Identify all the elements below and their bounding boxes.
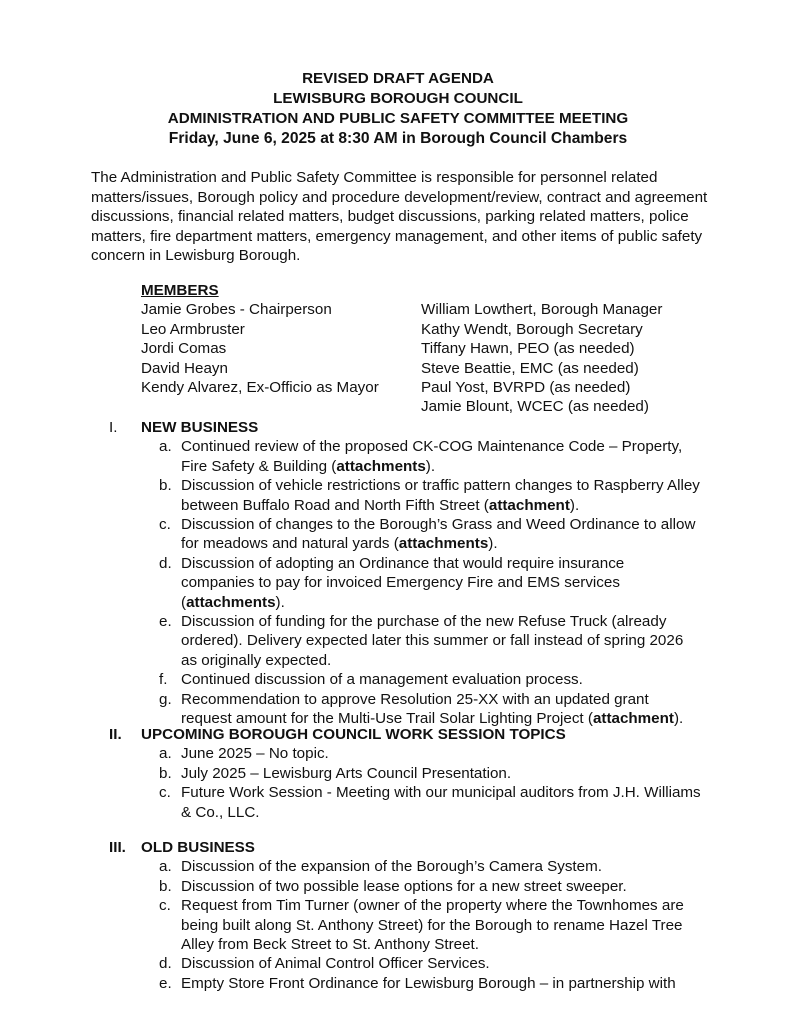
item-letter: b. [159, 764, 172, 782]
section-number: I. [109, 419, 118, 436]
item-text-line: July 2025 – Lewisburg Arts Council Presentation. [181, 764, 512, 782]
item-text-line: between Buffalo Road and North Fifth Street (attachment). [181, 496, 580, 514]
item-text-line: & Co., LLC. [181, 803, 260, 821]
agenda-item [159, 476, 729, 515]
item-text [181, 515, 721, 554]
agenda-item [159, 764, 729, 783]
member-name: Leo Armbruster [141, 320, 245, 338]
staff-name: Paul Yost, BVRPD (as needed) [421, 379, 631, 397]
staff-name: Kathy Wendt, Borough Secretary [421, 320, 643, 338]
item-text [181, 857, 721, 876]
item-text [181, 690, 721, 729]
header-line-3: ADMINISTRATION AND PUBLIC SAFETY COMMITTEE MEETING [167, 110, 629, 127]
item-text-line: request amount for the Multi-Use Trail Solar Lighting Project (attachment). [181, 710, 684, 728]
item-text-line: Discussion of Animal Control Officer Services. [181, 955, 490, 973]
section-new-business [109, 418, 729, 729]
item-letter: e. [159, 974, 172, 992]
item-text-line: Future Work Session - Meeting with our municipal auditors from J.H. Williams [181, 784, 701, 802]
item-text-line: Discussion of the expansion of the Borough’s Camera System. [181, 858, 602, 876]
agenda-item [159, 690, 729, 729]
item-text-line: Discussion of adopting an Ordinance that would require insurance [181, 554, 625, 572]
item-text-line: Continued review of the proposed CK-COG Maintenance Code – Property, [181, 438, 683, 456]
item-text [181, 764, 721, 783]
item-text-line: Discussion of vehicle restrictions or traffic pattern changes to Raspberry Alley [181, 477, 700, 495]
members-column-left [141, 300, 421, 416]
agenda-item-list [159, 437, 729, 728]
item-letter: c. [159, 784, 171, 802]
item-text-line: June 2025 – No topic. [181, 745, 329, 763]
agenda-item [159, 670, 729, 689]
attachment-label: attachments [186, 593, 276, 611]
section-heading [109, 418, 729, 437]
item-text-line: (attachments). [181, 593, 285, 611]
item-text [181, 670, 721, 689]
members-column-right [421, 300, 662, 416]
agenda-item [159, 612, 729, 670]
item-text-line: ordered). Delivery expected later this summer or fall instead of spring 2026 [181, 632, 684, 650]
member-name: Kendy Alvarez, Ex-Officio as Mayor [141, 379, 379, 397]
item-text [181, 954, 721, 973]
item-letter: c. [159, 516, 171, 534]
attachment-label: attachments [336, 457, 426, 475]
agenda-header [0, 69, 796, 149]
section-old-business [109, 838, 729, 993]
attachment-label: attachment [592, 710, 674, 728]
item-text-line: Continued discussion of a management evaluation process. [181, 671, 583, 689]
item-text-line: Empty Store Front Ordinance for Lewisburg Borough – in partnership with [181, 974, 676, 992]
agenda-item [159, 437, 729, 476]
staff-name: William Lowthert, Borough Manager [421, 301, 663, 319]
agenda-item [159, 877, 729, 896]
item-text-line: Discussion of changes to the Borough’s Grass and Weed Ordinance to allow [181, 516, 696, 534]
header-line-1: REVISED DRAFT AGENDA [302, 70, 494, 87]
item-text-line: being built along St. Anthony Street) for the Borough to rename Hazel Tree [181, 916, 683, 934]
agenda-item [159, 744, 729, 763]
item-letter: e. [159, 613, 172, 631]
attachment-label: attachments [398, 535, 489, 553]
staff-name: Jamie Blount, WCEC (as needed) [421, 398, 649, 416]
item-text-line: Alley from Beck Street to St. Anthony Street. [181, 936, 479, 954]
item-letter: a. [159, 858, 172, 876]
item-text-line: as originally expected. [181, 651, 332, 669]
staff-name: Tiffany Hawn, PEO (as needed) [421, 340, 635, 358]
members-block [141, 281, 741, 417]
item-letter: b. [159, 477, 172, 495]
item-letter: d. [159, 554, 172, 572]
member-name: Jamie Grobes - Chairperson [141, 301, 332, 319]
section-title: NEW BUSINESS [141, 419, 259, 436]
item-letter: a. [159, 438, 172, 456]
item-letter: d. [159, 955, 172, 973]
item-letter: b. [159, 877, 172, 895]
agenda-item [159, 896, 729, 954]
agenda-item [159, 783, 729, 822]
committee-description: The Administration and Public Safety Committee is responsible for personnel related matters/issues, Borough policy and procedure development/review, contract and agreement discussions, financial related matters, budget discussions, parking related matters, police matters, fire department matters, emergency management, and other items of public safety concern in Lewisburg Borough. [91, 169, 708, 265]
item-letter: g. [159, 690, 172, 708]
section-number: III. [109, 839, 126, 856]
item-letter: f. [159, 671, 168, 689]
item-text [181, 554, 721, 612]
section-heading [109, 725, 729, 744]
staff-name: Steve Beattie, EMC (as needed) [421, 359, 639, 377]
item-text [181, 783, 721, 822]
agenda-item [159, 554, 729, 612]
item-text [181, 476, 721, 515]
item-text-line: Discussion of two possible lease options for a new street sweeper. [181, 877, 627, 895]
item-text-line: Recommendation to approve Resolution 25-XX with an updated grant [181, 690, 649, 708]
section-work-session-topics [109, 725, 729, 822]
section-number: II. [109, 726, 122, 743]
item-text [181, 896, 721, 954]
item-text [181, 877, 721, 896]
section-title: OLD BUSINESS [141, 839, 255, 856]
members-heading: MEMBERS [141, 282, 219, 299]
item-text-line: for meadows and natural yards (attachments). [181, 535, 498, 553]
agenda-item-list [159, 744, 729, 822]
agenda-item-list [159, 857, 729, 993]
item-text [181, 437, 721, 476]
item-text-line: Discussion of funding for the purchase of the new Refuse Truck (already [181, 613, 667, 631]
meeting-date-line: Friday, June 6, 2025 at 8:30 AM in Borough Council Chambers [168, 130, 628, 147]
item-text-line: Request from Tim Turner (owner of the property where the Townhomes are [181, 897, 684, 915]
member-name: Jordi Comas [141, 340, 227, 358]
item-text-line: companies to pay for invoiced Emergency Fire and EMS services [181, 574, 620, 592]
section-title: UPCOMING BOROUGH COUNCIL WORK SESSION TOPICS [141, 726, 566, 743]
item-text [181, 612, 721, 670]
item-text-line: Fire Safety & Building (attachments). [181, 457, 436, 475]
item-letter: a. [159, 745, 172, 763]
attachment-label: attachment [488, 496, 570, 514]
item-letter: c. [159, 897, 171, 915]
item-text [181, 974, 721, 993]
member-name: David Heayn [141, 359, 228, 377]
agenda-item [159, 857, 729, 876]
agenda-item [159, 974, 729, 993]
item-text [181, 744, 721, 763]
header-line-2: LEWISBURG BOROUGH COUNCIL [273, 90, 523, 107]
section-heading [109, 838, 729, 857]
agenda-item [159, 515, 729, 554]
agenda-item [159, 954, 729, 973]
